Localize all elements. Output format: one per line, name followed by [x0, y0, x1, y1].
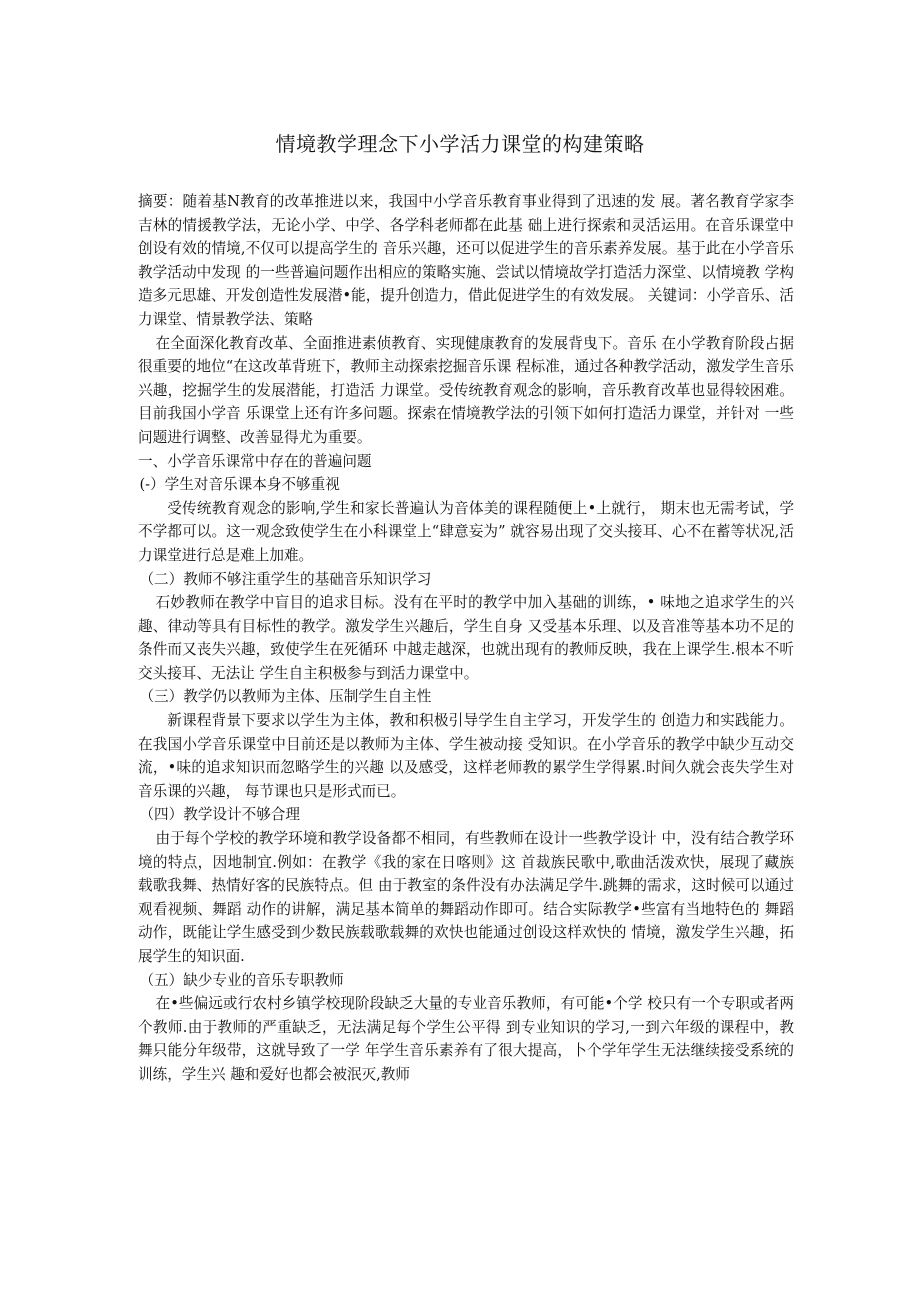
document-body — [138, 190, 794, 1087]
intro-paragraph: 在全面深化教育改革、全面推进素侦教育、实现健康教育的发展背曳下。音乐 在小学教育阶段占据很重要的地位“在这改革背班下，教师主动探索挖掘音乐课 程标准，通过各种教学活动，激发学生音乐兴趣，挖掘学生的发展潜能，打造活 力课堂。受传统教育观念的影响，音乐教育改革也显得较困难。目前我国小学音 乐课堂上还有许多问题。探索在情境教学法的引领下如何打造活力课堂，并针对 一些问题进行调整、改善显得尤为重要。 — [138, 334, 794, 446]
subsection-paragraph-4: 由于每个学校的教学环境和教学设备都不相同，有些教师在设计一些教学设计 中，没有结合教学环境的特点，因地制宜.例如：在教学《我的家在日喀则》这 首裁族民歌中,歌曲活泼欢快，展现了藏族载歌我舞、热情好客的民族特点。但 由于教室的条件没有办法满足学牛.跳舞的需求，这时候可以通过观看视频、舞蹈 动作的讲解，满足基本简单的舞蹈动作即可。结合实际教学•些富有当地特色的 舞蹈动作，既能让学生感受到少数民族载歌载舞的欢快也能通过创设这样欢快的 情境，激发学生兴趣，拓展学生的知识面. — [138, 830, 794, 965]
subsection-paragraph-2: 石妙教师在教学中盲目的追求目标。没有在平时的教学中加入基础的训练，• 味地之追求学生的兴趣、律动等具有目标性的教学。激发学生兴趣后，学生自身 又受基本乐理、以及音准等基本功不足的条件而又丧失兴趣，致使学生在死循环 中越走越深，也就出现有的教师反映，我在上课学生.根本不听交头接耳、无法让 学生自主积极参与到活力课堂中。 — [138, 594, 794, 682]
subsection-paragraph-5: 在•些偏远或行农村乡镇学校现阶段缺乏大量的专业音乐教师，有可能•个学 校只有一个专职或者两个教师.由于教师的严重缺乏，无法满足每个学生公平得 到专业知识的学习,一到六年级的课程中，教舞只能分年级带，这就导致了一学 年学生音乐素养有了很大提高，卜个学年学生无法继续接受系统的训练，学生兴 趣和爱好也都会被泯灭,教师 — [138, 995, 794, 1083]
document-title: 情境教学理念下小学活力课堂的构建策略 — [275, 132, 645, 156]
subsection-heading-5: （五）缺少专业的音乐专职教师 — [139, 971, 344, 989]
subsection-heading-1: (-）学生对音乐课本身不够重视 — [139, 476, 340, 494]
subsection-paragraph-3: 新课程背景下要求以学生为主体，教和积极引导学生自主学习，开发学生的 创造力和实践能力。在我国小学音乐课堂中目前还是以教师为主体、学生被动接 受知识。在小学音乐的教学中缺少互动交流，•味的追求知识而忽略学生的兴趣 以及感受，这样老师教的累学生学得累.时间久就会丧失学生对音乐课的兴趣， 每节课也只是形式而已。 — [138, 712, 794, 800]
subsection-heading-2: （二）教师不够注重学生的基础音乐知识学习 — [139, 570, 432, 588]
abstract-paragraph: 摘要：随着基N教育的改革推进以来，我国中小学音乐教育事业得到了迅速的发 展。著名教育学家李吉林的情援教学法，无论小学、中学、各学科老师都在此基 础上进行探索和灵活运用。在音乐课堂中创设有效的情境,不仅可以提高学生的 音乐兴趣，还可以促进学生的音乐素养发展。基于此在小学音乐教学活动中发现 的一些普遍问题作出相应的策略实施、尝试以情境故学打造活力深堂、以情境教 学构造多元思雄、开发创造性发展潜•能，提升创造力，借此促进学生的有效发展。 关键词：小学音乐、活力课堂、情景教学法、策略 — [138, 193, 794, 328]
section-heading: 一、小学音乐课常中存在的普遍问题 — [138, 452, 372, 470]
subsection-paragraph-1: 受传统教育观念的影响,学生和家长普遍认为音体美的课程随便上•上就行， 期末也无需考试，学不学都可以。这一观念致使学生在小科课堂上“肆意妄为” 就容易出现了交头接耳、心不在蓄等状况,活力课堂进行总是难上加难。 — [138, 499, 794, 564]
subsection-heading-4: （四）教学设计不够合理 — [139, 806, 300, 824]
subsection-heading-3: （三）教学仍以教师为主体、压制学生自主性 — [139, 688, 432, 706]
